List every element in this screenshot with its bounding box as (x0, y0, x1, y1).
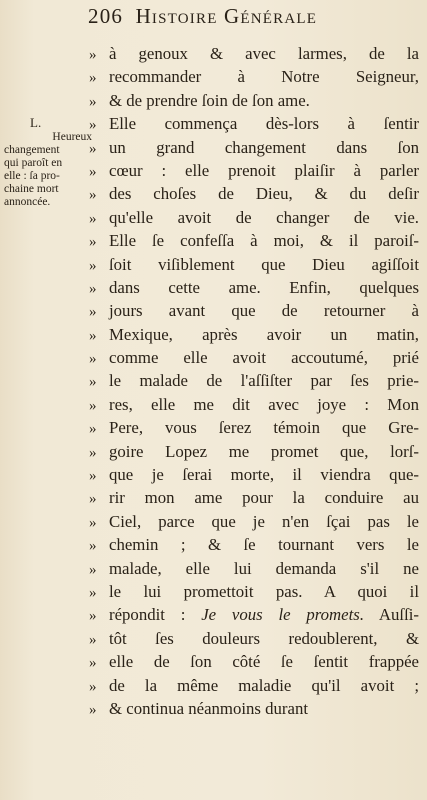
quote-mark: » (89, 140, 97, 157)
text-line (89, 557, 419, 580)
line-text: dans cette ame. Enfin, quelques (109, 277, 419, 297)
quote-mark: » (89, 351, 97, 368)
quote-mark: » (89, 187, 97, 204)
text-line (89, 346, 419, 369)
line-text: jours avant que de retourner à (109, 301, 419, 321)
quote-mark: » (89, 538, 97, 555)
text-line (89, 182, 419, 205)
line-text-segment: Auſſi- (378, 605, 419, 625)
quote-mark: » (89, 397, 97, 414)
line-text: & continua néanmoins durant (109, 698, 308, 718)
quote-mark: » (89, 491, 97, 508)
text-line (89, 510, 419, 533)
line-text: rir mon ame pour la conduire au (109, 488, 419, 508)
line-text: chemin ; & ſe tournant vers le (109, 535, 419, 555)
line-text: Mexique, après avoir un matin, (109, 324, 419, 344)
line-text: à genoux & avec larmes, de la (109, 44, 419, 63)
margin-note-line: elle : ſa pro- (4, 170, 60, 182)
margin-note-line: Heureux (52, 131, 92, 143)
text-line (89, 627, 419, 650)
quote-mark: » (89, 421, 97, 438)
margin-note-line: annoncée. (4, 196, 51, 208)
line-text: qu'elle avoit de changer de vie. (109, 207, 419, 227)
line-text: le lui promettoit pas. A quoi il (109, 581, 419, 601)
text-line (89, 65, 419, 88)
text-line (89, 89, 419, 112)
line-text: malade, elle lui demanda s'il ne (109, 558, 419, 578)
line-text: comme elle avoit accoutumé, prié (109, 348, 419, 368)
line-text: res, elle me dit avec joye : Mon (109, 394, 419, 414)
line-text: un grand changement dans ſon (109, 137, 419, 157)
margin-note-line: qui paroît en (4, 157, 63, 169)
text-line (89, 136, 419, 159)
italic-quote: Je vous le promets. (201, 605, 365, 625)
text-line (89, 323, 419, 346)
running-title: Histoire Générale (135, 4, 318, 28)
quote-mark: » (89, 327, 97, 344)
text-line (89, 697, 419, 720)
text-line (89, 42, 419, 65)
quote-mark: » (89, 701, 97, 718)
text-line (89, 369, 419, 392)
text-line (89, 603, 419, 626)
quote-mark: » (89, 584, 97, 601)
line-text: elle de ſon côté ſe ſentit frappée (109, 652, 419, 672)
margin-note (4, 131, 92, 209)
line-text: que je ſerai morte, il viendra que- (109, 465, 419, 485)
text-line (89, 580, 419, 603)
text-line (89, 674, 419, 697)
text-line (89, 159, 419, 182)
line-text: tôt ſes douleurs redoublerent, & (109, 628, 419, 648)
margin-note-line: changement (4, 144, 60, 156)
line-text: recommander à Notre Seigneur, (109, 67, 419, 87)
text-line (89, 463, 419, 486)
quote-mark: » (89, 280, 97, 297)
margin-note-line: chaine mort (4, 183, 59, 195)
text-line (89, 276, 419, 299)
quote-mark: » (89, 257, 97, 274)
body-text (89, 42, 419, 720)
quote-mark: » (89, 655, 97, 672)
quote-mark: » (89, 93, 97, 110)
line-text (109, 603, 419, 626)
text-line (89, 650, 419, 673)
quote-mark: » (89, 468, 97, 485)
text-line (89, 112, 419, 135)
text-line (89, 229, 419, 252)
quote-mark: » (89, 163, 97, 180)
quote-mark: » (89, 47, 97, 63)
quote-mark: » (89, 234, 97, 251)
line-text: Elle commença dès-lors à ſentir (109, 114, 419, 134)
line-text: Ciel, parce que je n'en ſçai pas le (109, 511, 419, 531)
text-line (89, 253, 419, 276)
text-line (89, 299, 419, 322)
line-text: le malade de l'aſſiſter par ſes prie- (109, 371, 419, 391)
line-text: Pere, vous ſerez témoin que Gre- (109, 418, 419, 438)
quote-mark: » (89, 608, 97, 625)
quote-mark: » (89, 514, 97, 531)
quote-mark: » (89, 117, 97, 134)
line-text: cœur : elle prenoit plaiſir à parler (109, 160, 419, 180)
quote-mark: » (89, 304, 97, 321)
line-text-segment: répondit : (109, 605, 186, 625)
text-line (89, 440, 419, 463)
text-line (89, 393, 419, 416)
line-text: Elle ſe confeſſa à moi, & il paroiſ- (109, 231, 419, 251)
line-text: goire Lopez me promet que, lorſ- (109, 441, 419, 461)
quote-mark: » (89, 210, 97, 227)
quote-mark: » (89, 444, 97, 461)
text-line (89, 206, 419, 229)
quote-mark: » (89, 70, 97, 87)
quote-mark: » (89, 631, 97, 648)
quote-mark: » (89, 561, 97, 578)
margin-note-number: L. (30, 115, 42, 130)
line-text: & de prendre ſoin de ſon ame. (109, 90, 310, 110)
text-line (89, 416, 419, 439)
quote-mark: » (89, 678, 97, 695)
line-text: des choſes de Dieu, & du deſir (109, 184, 419, 204)
quote-mark: » (89, 374, 97, 391)
page-number: 206 (88, 4, 124, 28)
text-line (89, 533, 419, 556)
line-text: ſoit viſiblement que Dieu agiſſoit (109, 254, 419, 274)
line-text: de la même maladie qu'il avoit ; (109, 675, 419, 695)
running-header (88, 4, 418, 30)
text-line (89, 486, 419, 509)
